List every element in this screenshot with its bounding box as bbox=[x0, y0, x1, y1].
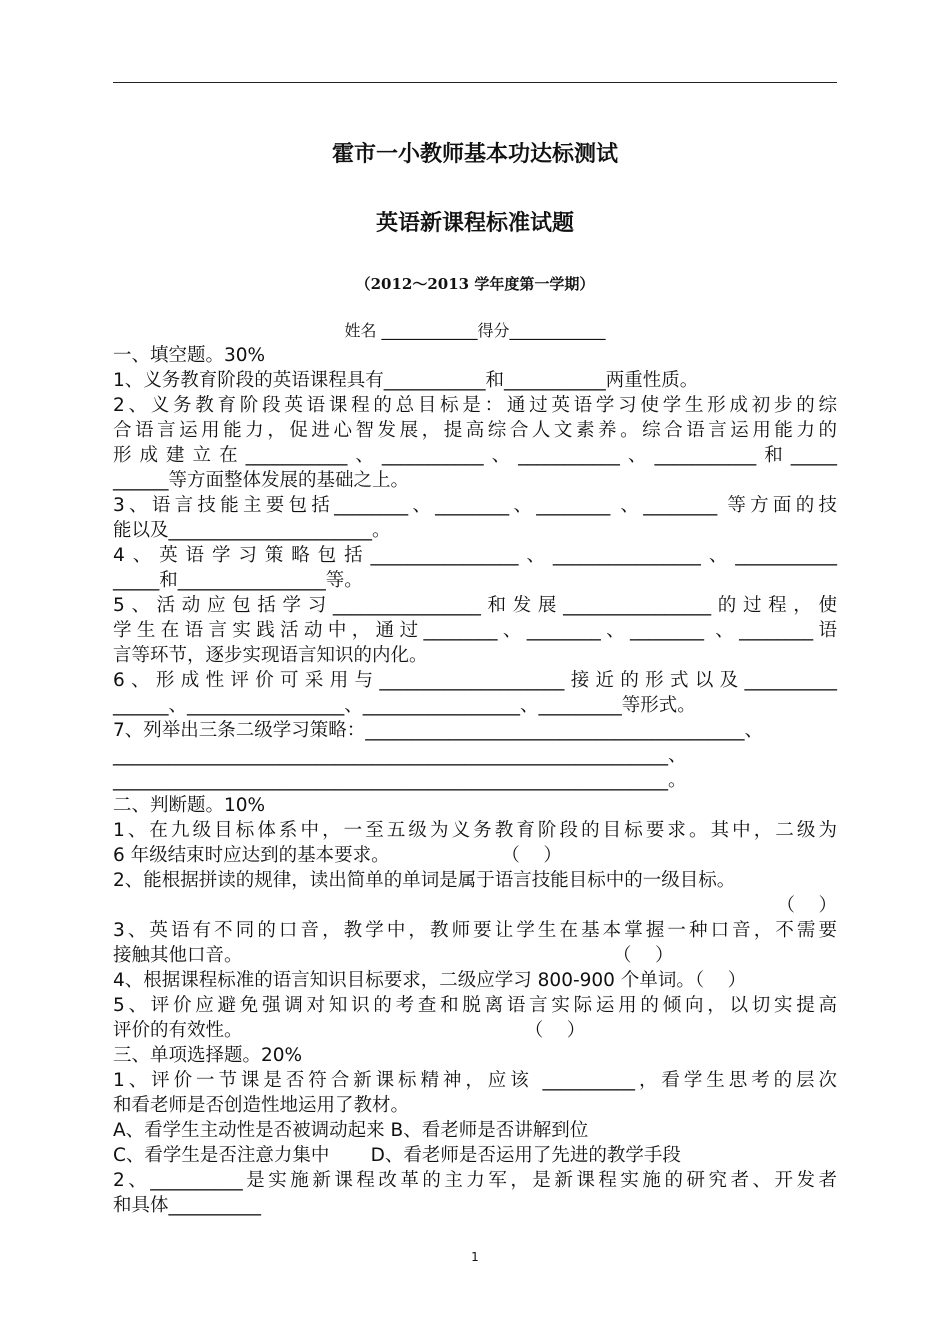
name-score-line: 姓名 ____________得分____________ bbox=[344, 321, 606, 340]
question-line: 4、英语学习策略包括________________、________________、___________ bbox=[113, 545, 837, 566]
question-line: 3、英语有不同的口音，教学中，教师要让学生在基本掌握一种口音，不需要 bbox=[113, 920, 837, 941]
page-number: 1 bbox=[471, 1250, 479, 1264]
question-line: 合语言运用能力，促进心智发展，提高综合人文素养。综合语言运用能力的 bbox=[113, 420, 837, 441]
school-term: （2012～2013 学年度第一学期） bbox=[355, 275, 595, 293]
question-line: 1、在九级目标体系中，一至五级为义务教育阶段的目标要求。其中，二级为 bbox=[113, 820, 837, 841]
question-line: 学生在语言实践活动中，通过________、________、________ 、________语 bbox=[113, 620, 837, 641]
question-body bbox=[113, 343, 837, 1218]
question-line: 1、义务教育阶段的英语课程具有___________和___________两重性质。 bbox=[113, 370, 699, 391]
question-line: 3、语言技能主要包括________、________、________ 、________ 等方面的技 bbox=[113, 495, 837, 516]
question-line: ____________________________________________________________、 bbox=[113, 745, 687, 766]
question-line: 2、__________是实施新课程改革的主力军，是新课程实施的研究者、开发者 bbox=[113, 1170, 837, 1191]
question-line: 4、根据课程标准的语言知识目标要求，二级应学习 800-900 个单词。（ ） bbox=[113, 970, 747, 991]
question-line: 言等环节，逐步实现语言知识的内化。 bbox=[113, 645, 428, 666]
question-line: 形成建立在___________、___________、___________、___________和_____ bbox=[113, 445, 837, 466]
question-line: 评价的有效性。 （ ） bbox=[113, 1020, 586, 1041]
question-line: 接触其他口音。 （ ） bbox=[113, 945, 674, 966]
question-line: 和具体__________ bbox=[113, 1195, 262, 1216]
question-line: 5、评价应避免强调对知识的考查和脱离语言实际运用的倾向，以切实提高 bbox=[113, 995, 837, 1016]
section-heading-true-false: 二、判断题。10% bbox=[113, 795, 266, 816]
section-heading-multiple-choice: 三、单项选择题。20% bbox=[113, 1045, 303, 1066]
exam-title: 霍市一小教师基本功达标测试 bbox=[331, 141, 618, 167]
question-line: 1、评价一节课是否符合新课标精神，应该 __________，看学生思考的层次 bbox=[113, 1070, 837, 1091]
question-line: ______、_________________、_________________、_________等形式。 bbox=[113, 695, 696, 716]
question-line: 7、列举出三条二级学习策略：_________________________________________、 bbox=[113, 720, 764, 741]
exam-subtitle: 英语新课程标准试题 bbox=[375, 210, 574, 236]
question-line: 2、能根据拼读的规律，读出简单的单词是属于语言技能目标中的一级目标。 bbox=[113, 870, 736, 891]
question-line: ______等方面整体发展的基础之上。 bbox=[113, 470, 410, 491]
question-line: 2、义务教育阶段英语课程的总目标是：通过英语学习使学生形成初步的综 bbox=[113, 395, 837, 416]
question-line: 能以及______________________。 bbox=[113, 520, 391, 541]
header-rule bbox=[113, 82, 837, 83]
question-line: 6 年级结束时应达到的基本要求。 （ ） bbox=[113, 845, 562, 866]
section-heading-fill-blank: 一、填空题。30% bbox=[113, 345, 266, 366]
question-line: _____和________________等。 bbox=[113, 570, 363, 591]
question-line: 5、活动应包括学习________________和发展________________的过程，使 bbox=[113, 595, 837, 616]
question-line: 6、形成性评价可采用与____________________接近的形式以及__________ bbox=[113, 670, 837, 691]
question-line: 和看老师是否创造性地运用了教材。 bbox=[113, 1095, 410, 1116]
choice-line: C、看学生是否注意力集中 D、看老师是否运用了先进的教学手段 bbox=[113, 1145, 681, 1166]
question-line: ____________________________________________________________。 bbox=[113, 770, 687, 791]
answer-bracket: （ ） bbox=[776, 895, 837, 916]
choice-line: A、看学生主动性是否被调动起来 B、看老师是否讲解到位 bbox=[113, 1120, 589, 1141]
